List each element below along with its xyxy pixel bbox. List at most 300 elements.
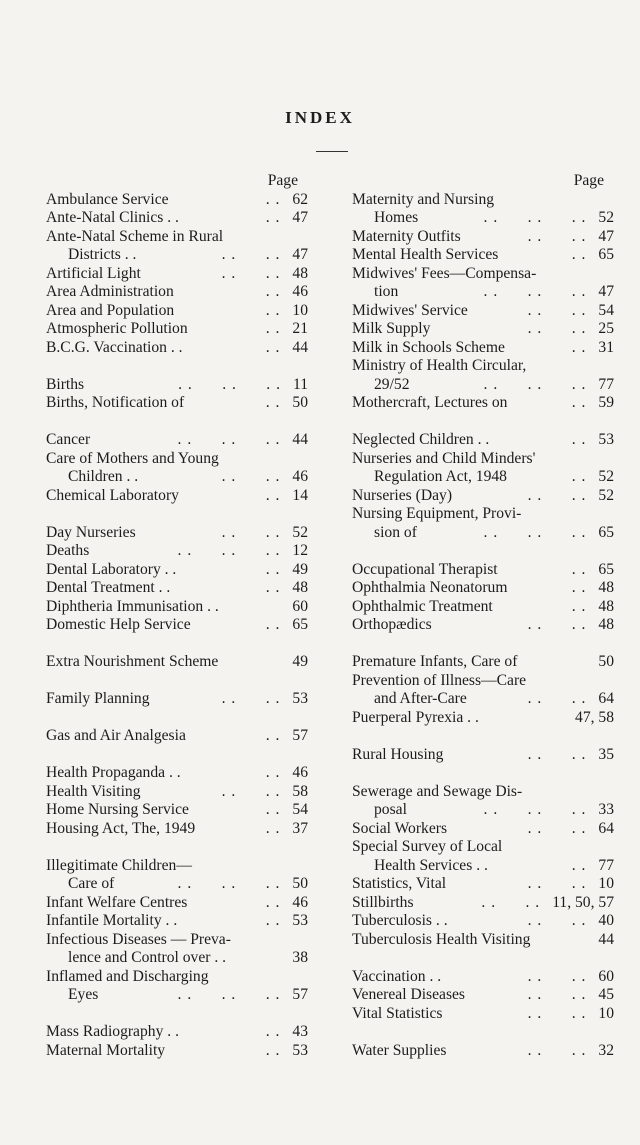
index-entry [352, 191, 614, 210]
leader-dots: . . [265, 819, 281, 837]
index-entry [46, 764, 308, 783]
index-entry [352, 783, 614, 802]
leader-dots: . . . . [527, 986, 587, 1003]
index-spacer [46, 709, 308, 728]
leader-dots: . . [265, 1023, 281, 1040]
entry-label: Family Planning [46, 690, 150, 707]
leader-dots: . . . . [481, 893, 541, 911]
leader-dots: . . . . [527, 819, 587, 837]
index-entry [46, 653, 308, 672]
entry-label: Illegitimate Children— [46, 856, 192, 874]
entry-label: Dental Laboratory . . [46, 560, 177, 578]
entry-page-number: 44 [292, 431, 308, 448]
entry-page-number: 58 [292, 782, 308, 800]
index-entry [352, 690, 614, 709]
index-entry [46, 857, 308, 876]
index-spacer [46, 635, 308, 654]
leader-dots: . . . . [221, 468, 281, 485]
index-entry [46, 542, 308, 561]
entry-label: Infantile Mortality . . [46, 912, 178, 929]
index-entry [46, 598, 308, 617]
entry-page-number: 50 [292, 875, 308, 892]
entry-label: Mental Health Services [352, 246, 499, 263]
entry-page-number: 62 [292, 190, 308, 208]
entry-label: Gas and Air Analgesia [46, 727, 186, 744]
entry-label: Eyes [68, 986, 99, 1003]
index-entry [352, 894, 614, 913]
index-entry [352, 505, 614, 524]
entry-label: Stillbirths [352, 893, 414, 911]
entry-page-number: 65 [292, 616, 308, 633]
index-spacer [46, 357, 308, 376]
entry-page-number: 50 [598, 653, 614, 670]
leader-dots: . . . . . . [483, 283, 587, 300]
index-entry [352, 653, 614, 672]
index-entry [46, 320, 308, 339]
entry-page-number: 53 [598, 431, 614, 448]
leader-dots: . . [265, 801, 281, 818]
leader-dots: . . [265, 301, 281, 319]
index-entry [352, 209, 614, 228]
entry-label: Tuberculosis . . [352, 912, 448, 929]
leader-dots: . . . . [527, 320, 587, 337]
index-entry [46, 431, 308, 450]
leader-dots: . . [265, 283, 281, 300]
entry-page-number: 38 [292, 949, 308, 966]
index-spacer [46, 505, 308, 524]
page-column-header: Page [573, 172, 604, 189]
index-entry [352, 912, 614, 931]
leader-dots: . . [571, 579, 587, 596]
leader-dots: . . [265, 893, 281, 911]
index-entry [352, 228, 614, 247]
index-entry [46, 875, 308, 894]
entry-label: Maternity and Nursing [352, 190, 495, 208]
entry-label: Home Nursing Service [46, 801, 189, 818]
entry-label: Homes [374, 209, 419, 226]
entry-label: Day Nurseries [46, 523, 136, 541]
index-entry [352, 875, 614, 894]
leader-dots: . . . . [527, 967, 587, 985]
page-title: INDEX [285, 108, 355, 127]
entry-label: Puerperal Pyrexia . . [352, 708, 479, 726]
entry-page-number: 65 [598, 523, 614, 541]
entry-label: Neglected Children . . [352, 431, 490, 448]
index-entry [46, 191, 308, 210]
leader-dots: . . . . [527, 690, 587, 707]
index-entry [352, 561, 614, 580]
index-entry [352, 986, 614, 1005]
entry-label: Vital Statistics [352, 1004, 443, 1022]
index-spacer [352, 727, 614, 746]
entry-page-number: 40 [598, 912, 614, 929]
entry-label: sion of [374, 523, 417, 541]
entry-page-number: 10 [292, 301, 308, 319]
leader-dots: . . [265, 912, 281, 929]
index-entry [352, 246, 614, 265]
index-entry [46, 986, 308, 1005]
entry-label: Ministry of Health Circular, [352, 357, 527, 374]
leader-dots: . . [265, 338, 281, 356]
entry-label: Mass Radiography . . [46, 1023, 179, 1040]
entry-label: Premature Infants, Care of [352, 653, 518, 670]
index-entry [46, 1023, 308, 1042]
entry-page-number: 53 [292, 1041, 308, 1059]
entry-label: Inflamed and Discharging [46, 967, 209, 985]
leader-dots: . . . . [527, 301, 587, 319]
entry-label: Ante-Natal Clinics . . [46, 209, 179, 226]
entry-label: Nurseries (Day) [352, 486, 453, 504]
entry-page-number: 46 [292, 283, 308, 300]
entry-page-number: 53 [292, 690, 308, 707]
entry-page-number: 33 [598, 801, 614, 818]
index-entry [46, 912, 308, 931]
index-entry [352, 524, 614, 543]
index-entry [46, 265, 308, 284]
entry-page-number: 49 [292, 560, 308, 578]
index-entry [352, 931, 614, 950]
entry-label: tion [374, 283, 399, 300]
leader-dots: . . . . [221, 264, 281, 282]
entry-label: Children . . [68, 468, 139, 485]
index-entry [352, 302, 614, 321]
entry-page-number: 60 [292, 597, 308, 615]
leader-dots: . . . . . . [483, 375, 587, 393]
index-entry [46, 931, 308, 950]
index-entry [46, 783, 308, 802]
index-entry [352, 857, 614, 876]
entry-page-number: 52 [598, 209, 614, 226]
leader-dots: . . . . [221, 246, 281, 263]
index-entry [352, 820, 614, 839]
page-column-header: Page [267, 172, 298, 189]
index-entry [46, 968, 308, 987]
entry-page-number: 44 [598, 930, 614, 948]
entry-label: Water Supplies [352, 1041, 447, 1059]
leader-dots: . . [265, 727, 281, 744]
index-entry [352, 283, 614, 302]
index-entry [352, 598, 614, 617]
index-column-right [352, 172, 614, 1060]
index-entry [46, 376, 308, 395]
entry-label: Diphtheria Immunisation . . [46, 597, 219, 615]
index-entry [352, 801, 614, 820]
leader-dots: . . . . [527, 227, 587, 245]
entry-label: Statistics, Vital [352, 875, 447, 892]
entry-label: Health Visiting [46, 782, 141, 800]
entry-label: Extra Nourishment Scheme [46, 653, 219, 670]
entry-page-number: 11 [292, 375, 308, 393]
entry-page-number: 48 [292, 264, 308, 282]
entry-label: Milk in Schools Scheme [352, 338, 505, 356]
index-spacer [352, 949, 614, 968]
entry-label: Maternal Mortality [46, 1041, 166, 1059]
leader-dots: . . [571, 468, 587, 485]
entry-page-number: 50 [292, 394, 308, 411]
index-entry [352, 838, 614, 857]
leader-dots: . . . . . . [483, 209, 587, 226]
leader-dots: . . [571, 431, 587, 448]
index-spacer [46, 413, 308, 432]
leader-dots: . . . . . . [483, 523, 587, 541]
entry-page-number: 48 [598, 616, 614, 633]
entry-label: Ophthalmia Neonatorum [352, 579, 508, 596]
entry-label: Care of Mothers and Young [46, 449, 219, 467]
entry-label: Vaccination . . [352, 967, 442, 985]
index-entry [46, 283, 308, 302]
index-entry [46, 394, 308, 413]
entry-page-number: 47 [598, 283, 614, 300]
leader-dots: . . . . [527, 912, 587, 929]
leader-dots: . . . . . . [483, 801, 587, 818]
leader-dots: . . . . . . [177, 875, 281, 892]
index-spacer [46, 746, 308, 765]
index-entry [46, 228, 308, 247]
index-entry [352, 376, 614, 395]
leader-dots: . . [265, 764, 281, 781]
entry-page-number: 46 [292, 468, 308, 485]
leader-dots: . . . . . . [178, 375, 281, 393]
entry-page-number: 35 [598, 745, 614, 763]
entry-label: Regulation Act, 1948 [374, 468, 507, 485]
entry-page-number: 52 [292, 523, 308, 541]
index-spacer [352, 542, 614, 561]
index-entry [46, 524, 308, 543]
leader-dots: . . . . [221, 690, 281, 707]
entry-page-number: 57 [292, 727, 308, 744]
entry-label: Social Workers [352, 819, 448, 837]
entry-label: Housing Act, The, 1949 [46, 819, 196, 837]
index-entry [352, 394, 614, 413]
entry-label: Rural Housing [352, 745, 444, 763]
entry-page-number: 48 [598, 597, 614, 615]
entry-label: Districts . . [68, 246, 137, 263]
entry-label: B.C.G. Vaccination . . [46, 338, 183, 356]
index-entry [352, 265, 614, 284]
leader-dots: . . [265, 320, 281, 337]
entry-label: Health Propaganda . . [46, 764, 181, 781]
entry-page-number: 48 [598, 579, 614, 596]
leader-dots: . . [571, 560, 587, 578]
index-entry [352, 968, 614, 987]
leader-dots: . . [265, 1041, 281, 1059]
index-entry [352, 320, 614, 339]
index-entry [352, 357, 614, 376]
leader-dots: . . [571, 394, 587, 411]
leader-dots: . . . . [527, 486, 587, 504]
index-entry [46, 450, 308, 469]
entry-label: Infectious Diseases — Preva- [46, 930, 231, 948]
entry-label: Midwives' Fees—Compensa- [352, 264, 537, 282]
entry-label: Dental Treatment . . [46, 579, 171, 596]
entry-label: and After-Care [374, 690, 467, 707]
entry-label: Sewerage and Sewage Dis- [352, 782, 523, 800]
entry-label: Artificial Light [46, 264, 141, 282]
index-entry [352, 468, 614, 487]
entry-label: Special Survey of Local [352, 838, 503, 855]
index-entry [352, 579, 614, 598]
entry-label: Area Administration [46, 283, 174, 300]
index-entry [46, 579, 308, 598]
entry-page-number: 32 [598, 1041, 614, 1059]
entry-page-number: 57 [292, 986, 308, 1003]
entry-label: 29/52 [374, 375, 410, 393]
entry-page-number: 49 [292, 653, 308, 670]
entry-label: Births [46, 375, 85, 393]
index-entry [46, 246, 308, 265]
entry-page-number: 54 [598, 301, 614, 319]
index-entry [46, 302, 308, 321]
leader-dots: . . [265, 560, 281, 578]
index-spacer [352, 764, 614, 783]
entry-page-number: 53 [292, 912, 308, 929]
index-rows [352, 191, 614, 1061]
index-spacer [352, 635, 614, 654]
index-spacer [46, 838, 308, 857]
index-entry [352, 616, 614, 635]
index-entry [46, 616, 308, 635]
index-entry [352, 1042, 614, 1061]
entry-page-number: 45 [598, 986, 614, 1003]
entry-page-number: 64 [598, 819, 614, 837]
leader-dots: . . . . [527, 616, 587, 633]
index-entry [46, 1042, 308, 1061]
title-rule [316, 151, 348, 152]
index-entry [352, 709, 614, 728]
leader-dots: . . [571, 597, 587, 615]
index-entry [352, 746, 614, 765]
entry-page-number: 37 [292, 819, 308, 837]
leader-dots: . . [571, 246, 587, 263]
entry-label: Ambulance Service [46, 190, 169, 208]
leader-dots: . . . . . . [177, 431, 281, 448]
entry-page-number: 10 [598, 875, 614, 892]
index-entry [352, 339, 614, 358]
leader-dots: . . . . [527, 875, 587, 892]
entry-page-number: 47 [292, 246, 308, 263]
entry-label: Health Services . . [374, 856, 488, 874]
entry-page-number: 65 [598, 560, 614, 578]
entry-page-number: 46 [292, 893, 308, 911]
entry-page-number: 48 [292, 579, 308, 596]
entry-page-number: 14 [292, 486, 308, 504]
entry-page-number: 64 [598, 690, 614, 707]
entry-label: Ophthalmic Treatment [352, 597, 493, 615]
index-entry [46, 339, 308, 358]
leader-dots: . . [265, 394, 281, 411]
entry-label: Chemical Laboratory [46, 486, 179, 504]
entry-label: Deaths [46, 542, 90, 559]
index-entry [46, 690, 308, 709]
entry-page-number: 10 [598, 1004, 614, 1022]
entry-page-number: 77 [598, 856, 614, 874]
leader-dots: . . . . [527, 1041, 587, 1059]
leader-dots: . . . . . . [177, 986, 281, 1003]
index-entry [46, 801, 308, 820]
entry-label: Occupational Therapist [352, 560, 498, 578]
index-entry [352, 487, 614, 506]
index-entry [46, 487, 308, 506]
entry-page-number: 47 [598, 227, 614, 245]
entry-label: Orthopædics [352, 616, 432, 633]
leader-dots: . . . . [527, 1004, 587, 1022]
entry-page-number: 46 [292, 764, 308, 781]
entry-label: posal [374, 801, 407, 818]
entry-label: Maternity Outfits [352, 227, 461, 245]
entry-label: Ante-Natal Scheme in Rural [46, 227, 224, 245]
leader-dots: . . . . [527, 745, 587, 763]
index-entry [46, 894, 308, 913]
entry-label: Milk Supply [352, 320, 431, 337]
index-entry [46, 949, 308, 968]
index-spacer [46, 672, 308, 691]
entry-page-number: 54 [292, 801, 308, 818]
leader-dots: . . [265, 209, 281, 226]
entry-page-number: 59 [598, 394, 614, 411]
index-entry [352, 672, 614, 691]
entry-label: Infant Welfare Centres [46, 893, 188, 911]
index-rows [46, 191, 308, 1061]
index-spacer [352, 1023, 614, 1042]
entry-page-number: 44 [292, 338, 308, 356]
index-column-left [46, 172, 308, 1060]
entry-page-number: 47 [292, 209, 308, 226]
index-entry [46, 727, 308, 746]
leader-dots: . . [265, 616, 281, 633]
entry-page-number: 12 [292, 542, 308, 559]
leader-dots: . . [571, 338, 587, 356]
entry-label: Nursing Equipment, Provi- [352, 505, 522, 522]
index-entry [46, 209, 308, 228]
leader-dots: . . [265, 486, 281, 504]
entry-page-number: 47, 58 [575, 708, 614, 726]
entry-page-number: 43 [292, 1023, 308, 1040]
index-entry [46, 561, 308, 580]
entry-page-number: 60 [598, 967, 614, 985]
index-entry [46, 468, 308, 487]
entry-page-number: 11, 50, 57 [552, 893, 614, 911]
entry-page-number: 31 [598, 338, 614, 356]
index-entry [46, 820, 308, 839]
entry-label: Tuberculosis Health Visiting [352, 930, 531, 948]
entry-label: Care of [68, 875, 115, 892]
entry-page-number: 21 [292, 320, 308, 337]
index-entry [352, 1005, 614, 1024]
index-entry [352, 450, 614, 469]
leader-dots: . . . . [221, 523, 281, 541]
entry-label: Midwives' Service [352, 301, 468, 319]
entry-page-number: 52 [598, 486, 614, 504]
entry-label: Nurseries and Child Minders' [352, 449, 536, 467]
leader-dots: . . [265, 190, 281, 208]
entry-label: lence and Control over . . [68, 949, 227, 966]
entry-page-number: 25 [598, 320, 614, 337]
entry-label: Cancer [46, 431, 91, 448]
index-spacer [352, 413, 614, 432]
entry-label: Area and Population [46, 301, 175, 319]
leader-dots: . . . . . . [177, 542, 281, 559]
index-spacer [46, 1005, 308, 1024]
entry-label: Domestic Help Service [46, 616, 191, 633]
entry-label: Mothercraft, Lectures on [352, 394, 508, 411]
entry-page-number: 52 [598, 468, 614, 485]
index-entry [352, 431, 614, 450]
leader-dots: . . . . [221, 782, 281, 800]
leader-dots: . . [571, 856, 587, 874]
entry-label: Atmospheric Pollution [46, 320, 188, 337]
entry-label: Births, Notification of [46, 394, 185, 411]
entry-label: Venereal Diseases [352, 986, 466, 1003]
